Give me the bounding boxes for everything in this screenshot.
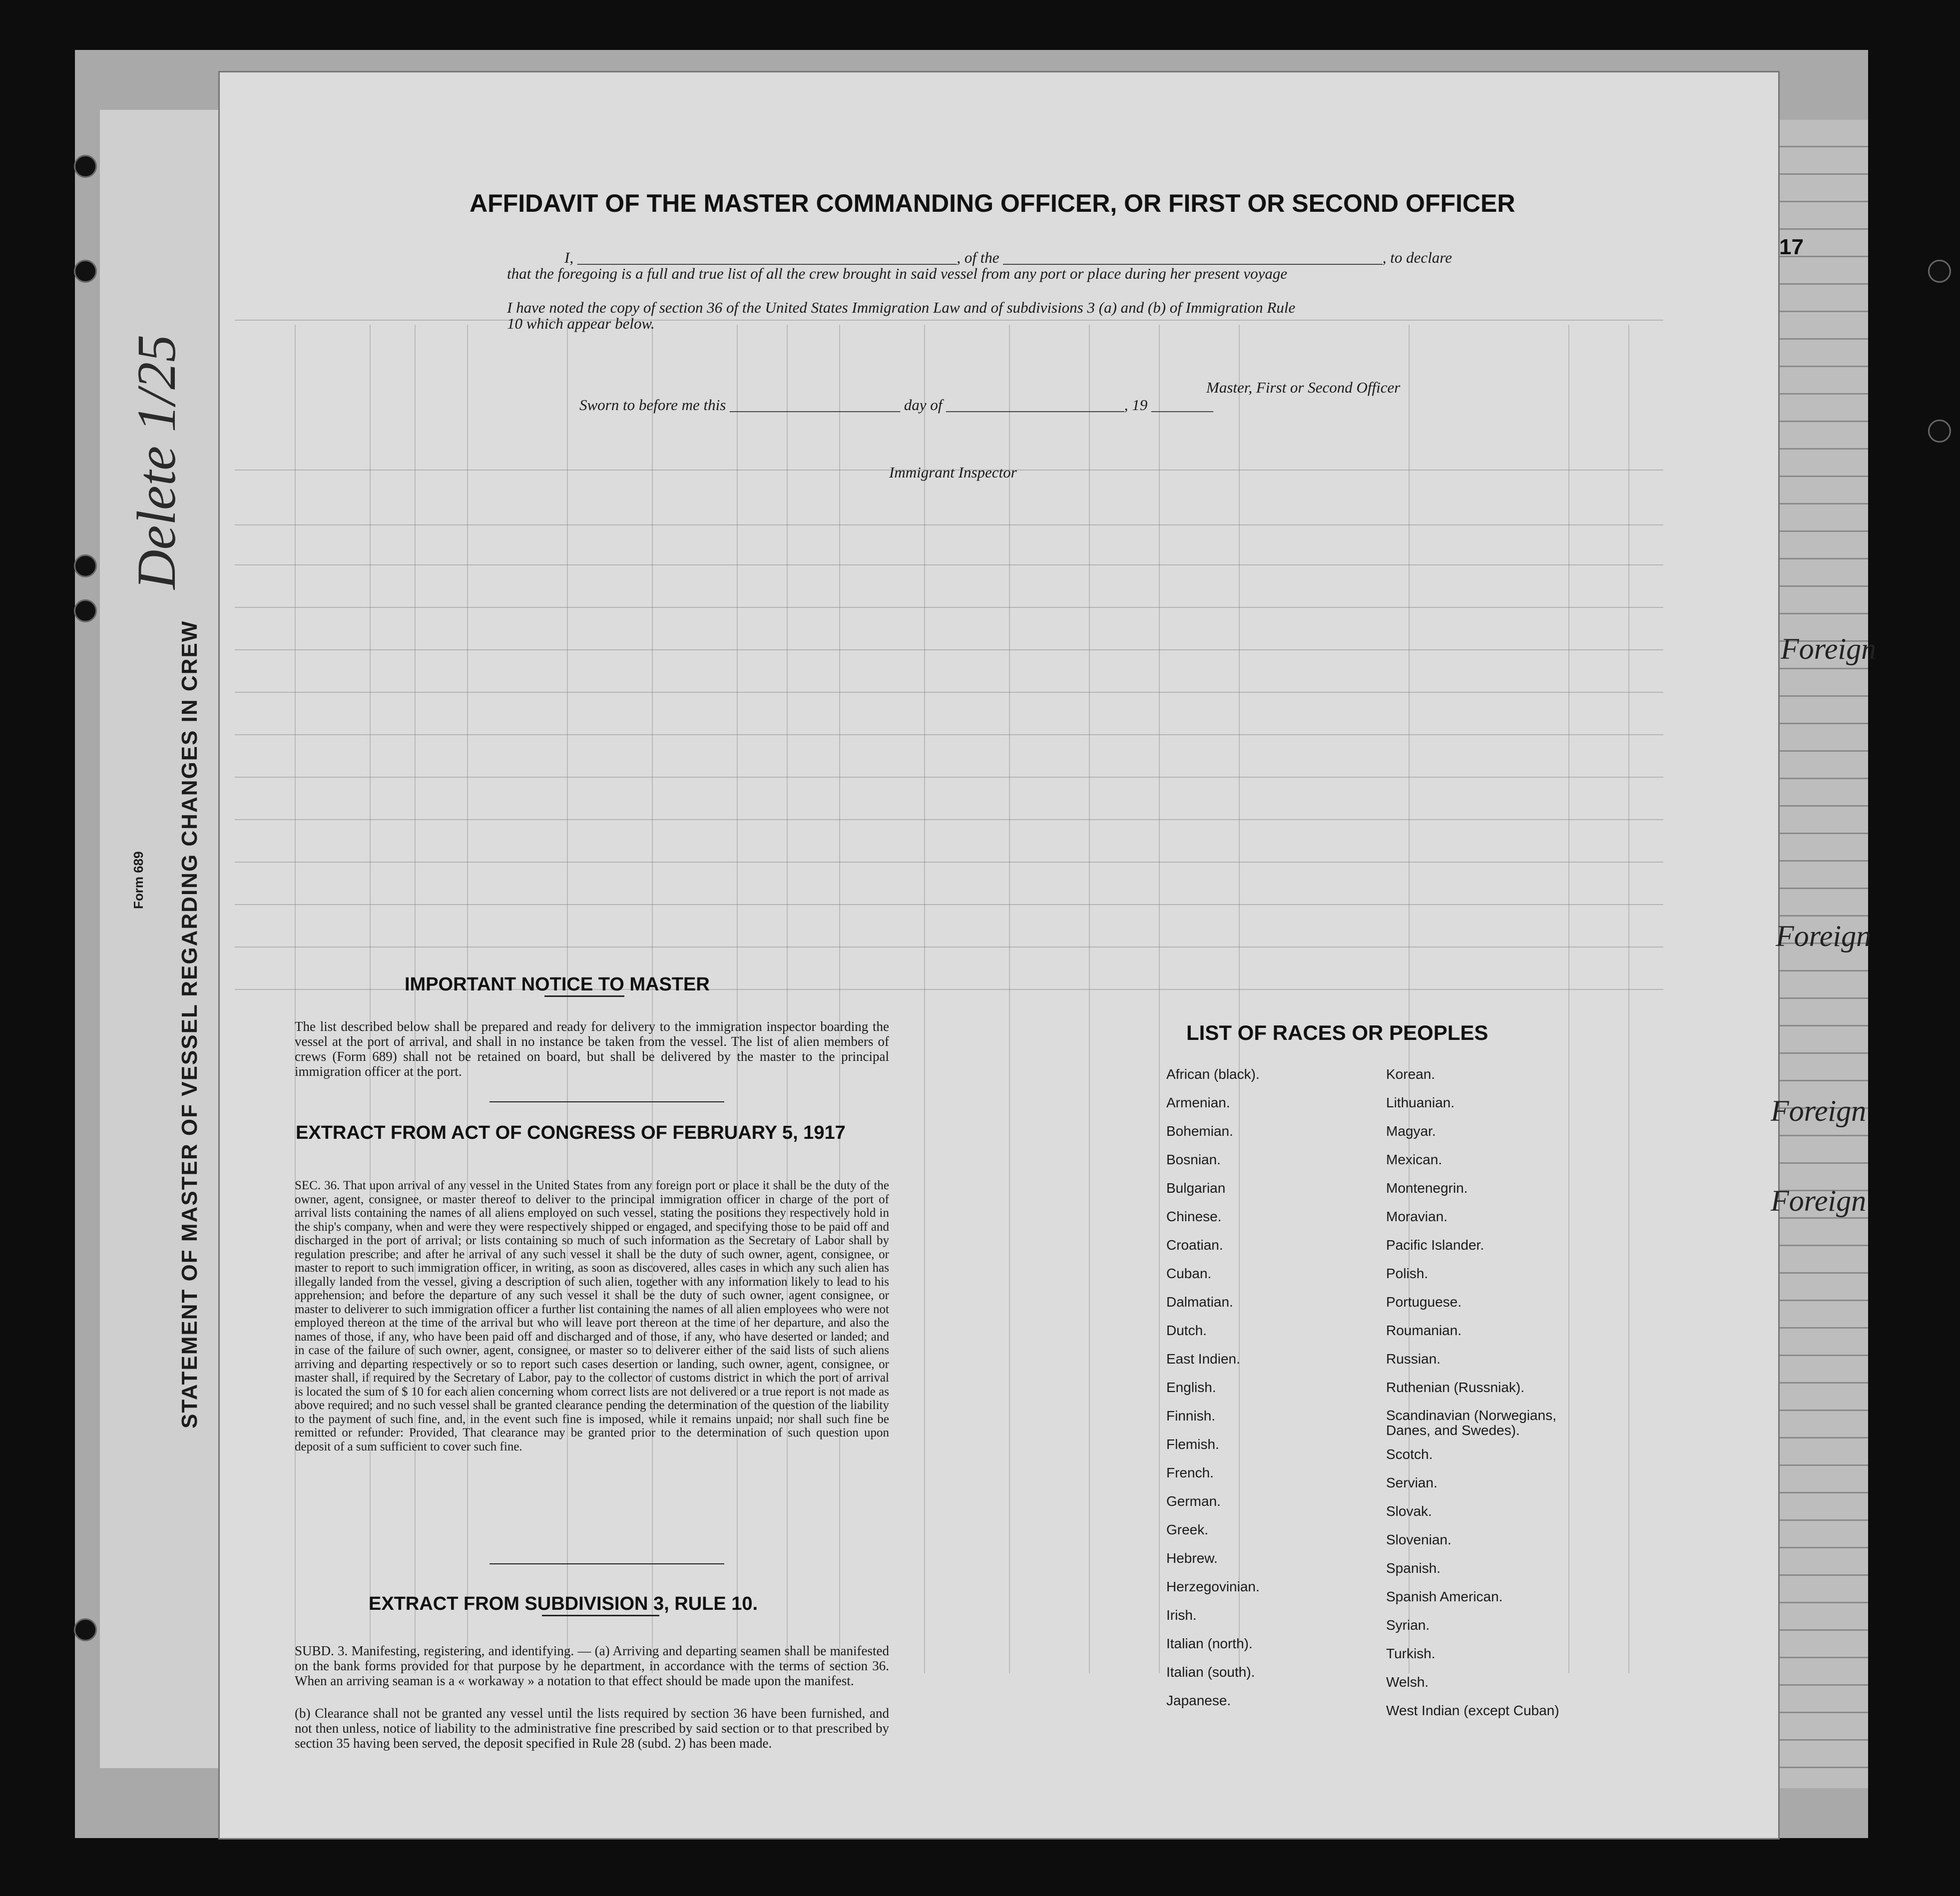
- race-item: West Indian (except Cuban): [1386, 1703, 1559, 1718]
- side-strip-handwriting: Delete 1/25: [126, 334, 187, 589]
- race-item: Japanese.: [1166, 1693, 1231, 1708]
- race-item: Herzegovinian.: [1166, 1579, 1260, 1594]
- side-strip-form-number: Form 689: [131, 851, 146, 909]
- race-item: Finnish.: [1166, 1408, 1216, 1423]
- ghost-row-line: [235, 777, 1663, 778]
- ghost-row-line: [235, 947, 1663, 948]
- race-item: Flemish.: [1166, 1436, 1219, 1452]
- race-item: Servian.: [1386, 1475, 1438, 1490]
- ghost-row-line: [235, 692, 1663, 693]
- ghost-col-line: [1009, 325, 1010, 1673]
- binder-hole-icon: [74, 1618, 97, 1641]
- ghost-col-line: [467, 325, 468, 1673]
- ghost-row-line: [235, 819, 1663, 820]
- race-item: Mexican.: [1386, 1152, 1443, 1167]
- races-title: LIST OF RACES OR PEOPLES: [1186, 1021, 1488, 1044]
- race-item: Dalmatian.: [1166, 1294, 1233, 1310]
- main-sheet: [220, 72, 1778, 1838]
- ghost-col-line: [1568, 325, 1569, 1673]
- ghost-col-line: [567, 325, 568, 1673]
- ghost-col-line: [1159, 325, 1160, 1673]
- foreign-note: Foreign: [1771, 1184, 1867, 1217]
- race-item: Montenegrin.: [1386, 1180, 1468, 1196]
- ghost-col-line: [652, 325, 653, 1673]
- ghost-row-line: [235, 904, 1663, 905]
- master-officer-label: Master, First or Second Officer: [1206, 379, 1401, 396]
- race-item: Lithuanian.: [1386, 1095, 1455, 1110]
- foreign-note: Foreign: [1776, 920, 1872, 952]
- ghost-col-line: [787, 325, 788, 1673]
- ghost-row-line: [235, 524, 1663, 525]
- race-item: French.: [1166, 1465, 1214, 1480]
- race-item: Slovenian.: [1386, 1532, 1452, 1547]
- ghost-row-line: [235, 607, 1663, 608]
- ghost-row-line: [235, 649, 1663, 650]
- race-item: English.: [1166, 1380, 1216, 1395]
- ghost-col-line: [295, 325, 296, 1673]
- race-item: Greek.: [1166, 1522, 1209, 1537]
- race-item: Russian.: [1386, 1351, 1441, 1367]
- race-item: Cuban.: [1166, 1266, 1212, 1281]
- race-item: Irish.: [1166, 1607, 1197, 1623]
- race-item: Dutch.: [1166, 1323, 1207, 1338]
- sheet-number: 17: [1779, 235, 1804, 259]
- sworn-line: Sworn to before me this ______________________ day of _______________________, 19 ________: [579, 396, 1213, 414]
- ghost-row-line: [235, 862, 1663, 863]
- race-item: Hebrew.: [1166, 1550, 1218, 1566]
- race-item: Italian (north).: [1166, 1636, 1253, 1651]
- race-item: Bohemian.: [1166, 1123, 1233, 1139]
- extract-act-title: EXTRACT FROM ACT OF CONGRESS OF FEBRUARY 5, 1917: [296, 1122, 846, 1143]
- immigrant-inspector-label: Immigrant Inspector: [889, 464, 1017, 481]
- race-item: Spanish.: [1386, 1560, 1441, 1576]
- binder-hole-icon: [1928, 260, 1951, 283]
- race-item: Croatian.: [1166, 1237, 1223, 1253]
- race-item: Turkish.: [1386, 1646, 1436, 1661]
- race-item: Portuguese.: [1386, 1294, 1462, 1310]
- extract-rule-text-b: (b) Clearance shall not be granted any vessel until the lists required by section 36 have been furnished, and not then unless, notice of liability to the administrative fine prescribed by said section or to that prescribed by section 35 having been served, the deposit specified in Rule 28 (subd. 2) has been made.: [295, 1706, 889, 1751]
- affidavit-line-3: I have noted the copy of section 36 of the United States Immigration Law and of subdivisions 3 (a) and (b) of Immigration Rule: [507, 299, 1296, 316]
- ghost-col-line: [1239, 325, 1240, 1673]
- notice-underline: [544, 995, 624, 997]
- binder-hole-icon: [74, 554, 97, 577]
- race-item: Syrian.: [1386, 1617, 1430, 1633]
- foreign-note: Foreign: [1781, 632, 1877, 665]
- race-item: Moravian.: [1386, 1209, 1448, 1224]
- ghost-row-line: [235, 320, 1663, 321]
- rule-title-underline: [542, 1615, 659, 1616]
- race-item: Welsh.: [1386, 1674, 1429, 1690]
- affidavit-line-2: that the foregoing is a full and true list of all the crew brought in said vessel from any port or place during her present voyage: [507, 265, 1288, 282]
- binder-hole-icon: [74, 260, 97, 283]
- ghost-col-line: [415, 325, 416, 1673]
- ghost-col-line: [1628, 325, 1629, 1673]
- divider-line: [490, 1563, 724, 1564]
- race-item: Ruthenian (Russniak).: [1386, 1380, 1525, 1395]
- divider-line: [490, 1101, 724, 1102]
- race-item: Scandinavian (Norwegians, Danes, and Swedes).: [1386, 1408, 1556, 1438]
- extract-rule-text-a: SUBD. 3. Manifesting, registering, and identifying. — (a) Arriving and departing seamen shall be manifested on the bank forms provided for that purpose by he department, in accordance with the terms of section 36. When an arriving seaman is a « workaway » a notation to that effect should be made upon the manifest.: [295, 1643, 889, 1688]
- race-item: Polish.: [1386, 1266, 1429, 1281]
- extract-act-text: SEC. 36. That upon arrival of any vessel in the United States from any foreign port or place it shall be the duty of the owner, agent, consignee, or master thereof to deliver to the principal immigration officer in charge of the port of arrival lists containing the names of all aliens employed on such vessel, stating the positions they respectively hold in the ship's company, when and were they were respectively shipped or engaged, and specifying those to be paid off and discharged in the port of arrival; or lists containing so much of such information as the Secretary of Labor shall by regulation prescribe; and after he arrival of any such vessel it shall be the duty of such owner, agent, consignee, or master to report to such immigration officer, in writing, as soon as discovered, alles cases in which any such alien has illegally landed from the vessel, giving a description of such alien, together with any information likely to lead to his apprehension; and before the departure of any such vessel it shall be the duty of such owner, agent consignee, or master to deliverer to such immigration officer a further list containing the names of all alien employees who were not employed thereon at the time of the arrival but who will leave port thereon at the time of her departure, and also the names of those, if any, who have been paid off and discharged and of those, if any, who have deserted or landed; and in case of the failure of such owner, agent, consignee, or master so to deliverer either of the said lists of such aliens arriving and departing respectively or so to report such cases desertion or landing, such owner, agent, consignee, or master shall, if required by the Secretary of Labor, pay to the collector of customs district in which the port of arrival is located the sum of $ 10 for each alien concerning whom correct lists are not delivered or a true report is not made as above required; and no such vessel shall be granted clearance pending the determination of the question of the liability to the payment of such fine, and, in the event such fine is imposed, while it remains unpaid; nor shall such fine be remitted or refunder: Provided, That clearance may be granted prior to the determination of such question upon deposit of a sum sufficient to cover such fine.: [295, 1179, 889, 1453]
- race-item: Italian (south).: [1166, 1664, 1255, 1680]
- race-item: Chinese.: [1166, 1209, 1222, 1224]
- race-item: Roumanian.: [1386, 1323, 1462, 1338]
- ghost-col-line: [370, 325, 371, 1673]
- race-item: Slovak.: [1386, 1503, 1432, 1519]
- race-item: Pacific Islander.: [1386, 1237, 1484, 1253]
- race-item: German.: [1166, 1493, 1221, 1509]
- race-item: Magyar.: [1386, 1123, 1436, 1139]
- race-item: Scotch.: [1386, 1446, 1433, 1462]
- race-item: Korean.: [1386, 1066, 1436, 1082]
- binder-hole-icon: [74, 599, 97, 622]
- race-item: Bosnian.: [1166, 1152, 1221, 1167]
- affidavit-line-4: 10 which appear below.: [507, 315, 655, 332]
- notice-title: IMPORTANT NOTICE TO MASTER: [405, 974, 710, 995]
- binder-hole-icon: [1928, 420, 1951, 443]
- ghost-col-line: [1409, 325, 1410, 1673]
- ghost-row-line: [235, 564, 1663, 565]
- ghost-col-line: [924, 325, 925, 1673]
- ghost-col-line: [839, 325, 840, 1673]
- underlying-ruled-sheet: [1778, 120, 1868, 1788]
- ghost-row-line: [235, 734, 1663, 735]
- race-item: Bulgarian: [1166, 1180, 1226, 1196]
- ghost-col-line: [737, 325, 738, 1673]
- race-item: East Indien.: [1166, 1351, 1240, 1367]
- side-strip-title: STATEMENT OF MASTER OF VESSEL REGARDING CHANGES IN CREW: [177, 620, 202, 1428]
- foreign-note: Foreign: [1771, 1094, 1867, 1127]
- affidavit-line-1: I, _________________________________________________, of the _________________________________________________, to declare: [564, 249, 1452, 266]
- ghost-col-line: [1089, 325, 1090, 1673]
- race-item: African (black).: [1166, 1066, 1260, 1082]
- race-item: Spanish American.: [1386, 1589, 1503, 1604]
- binder-hole-icon: [74, 155, 97, 178]
- notice-text: The list described below shall be prepared and ready for delivery to the immigration inspector boarding the vessel at the port of arrival, and shall in no instance be taken from the vessel. The list of alien members of crews (Form 689) shall not be retained on board, but shall be delivered by the master to the principal immigration officer at the port.: [295, 1019, 889, 1079]
- race-item: Armenian.: [1166, 1095, 1230, 1110]
- affidavit-title: AFFIDAVIT OF THE MASTER COMMANDING OFFICER, OR FIRST OR SECOND OFFICER: [470, 189, 1515, 217]
- extract-rule-title: EXTRACT FROM SUBDIVISION 3, RULE 10.: [369, 1593, 758, 1614]
